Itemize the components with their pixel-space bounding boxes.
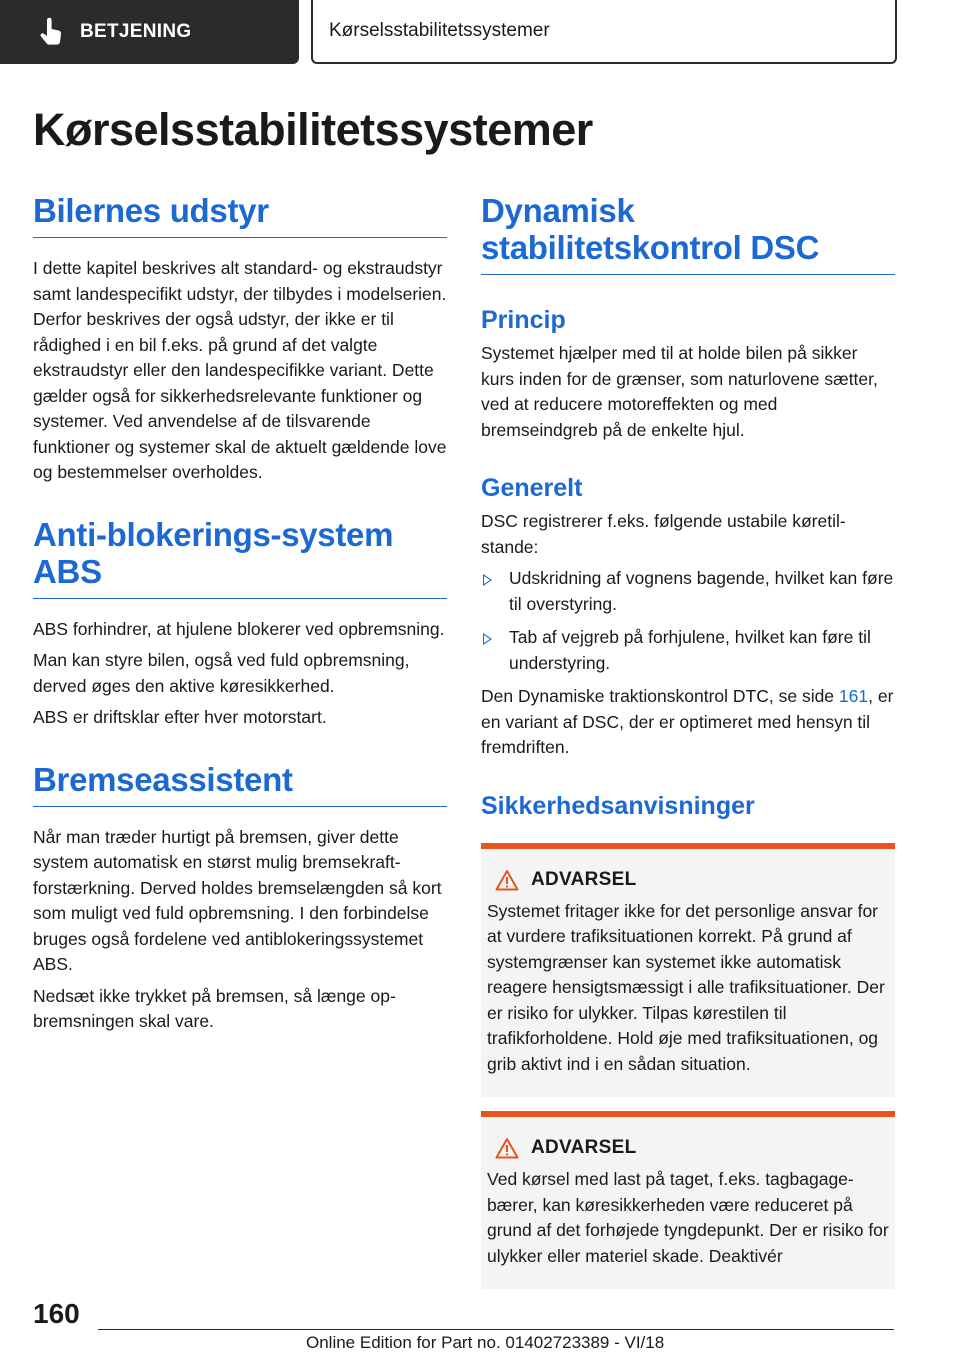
section-tab-label: BETJENING <box>80 21 192 42</box>
warning-box-1 <box>481 843 895 1098</box>
warning-box-2 <box>481 1111 895 1289</box>
chapter-title: Kørselsstabilitetssystemer <box>329 20 550 41</box>
paragraph-bremse-1: Når man træder hurtigt på bremsen, giver dette system automatisk en størst mulig bremsekraftforstærkning. Derved holdes bremselængden så kort som muligt ved fuld opbremsning. I den forbindelse bruges også fordelene ved antiblokeringssystemet ABS. <box>33 826 442 974</box>
heading-bremseassistent: Bremseassistent <box>33 761 447 807</box>
right-column <box>481 192 895 1289</box>
warning-triangle-icon <box>495 869 519 891</box>
heading-sikkerhed: Sikkerhedsanvisninger <box>481 791 755 820</box>
list-item: Tab af vejgreb på forhjulene, hvilket kan føre til understyring. <box>481 625 895 676</box>
left-column <box>33 192 447 1035</box>
heading-bilernes-udstyr: Bilernes udstyr <box>33 192 447 238</box>
footer-divider <box>98 1329 894 1330</box>
triangle-bullet-icon <box>483 574 492 586</box>
chapter-header <box>311 0 897 64</box>
paragraph-princip: Systemet hjælper med til at holde bilen på sikker kurs inden for de grænser, som naturlovene sætter, ved at reducere motoreffekten og med bremseindgreb på de enkelte hjul. <box>481 343 878 440</box>
section-tab[interactable] <box>0 0 299 64</box>
page-number: 160 <box>33 1298 80 1329</box>
paragraph-udstyr: I dette kapitel beskrives alt standard- og ekstraudstyr samt landespecifikt udstyr, der tilbydes i modelserien. Derfor beskrives der også udstyr, der ikke er til rådighed i en bil f.eks. på grund af det valgte ekstraudstyr eller den landespecifikke variant. Dette gælder også for sikkerhedsrelevante funktioner og systemer. Ved anvendelse af de tilsvarende funktioner og systemer skal de aktuelt gældende love og bestemmelser overholdes. <box>33 258 447 482</box>
paragraph-abs-1: ABS forhindrer, at hjulene blokerer ved opbremsning. <box>33 618 445 639</box>
list-item: Udskridning af vognens bagende, hvilket kan føre til overstyring. <box>481 566 895 617</box>
heading-princip: Princip <box>481 306 566 334</box>
warning-title: ADVARSEL <box>531 1137 637 1158</box>
warning-text: Systemet fritager ikke for det personlige ansvar for at vurdere trafiksituationen korrekt. På grund af systemgrænser kan systemet ikke automatisk reagere hensigtsmæssigt i alle trafiksituationer. Der er risiko for ulykker. Tilpas kørestilen til trafikforholdene. Hold øje med trafiksituationen, og grib aktivt ind i en sådan situation. <box>487 900 885 1074</box>
paragraph-abs-2: Man kan styre bilen, også ved fuld opbremsning, derved øges den aktive køresikkerhed. <box>33 650 410 696</box>
footer-edition: Online Edition for Part no. 01402723389 - VI/18 <box>306 1333 665 1352</box>
hand-pointer-icon <box>36 17 66 47</box>
page-link-161[interactable]: 161 <box>838 686 869 706</box>
paragraph-generelt-1: DSC registrerer f.eks. følgende ustabile køretilstande: <box>481 511 846 557</box>
triangle-bullet-icon <box>483 633 492 645</box>
heading-generelt: Generelt <box>481 474 583 502</box>
warning-title: ADVARSEL <box>531 868 637 890</box>
heading-dsc: Dynamisk stabilitetskontrol DSC <box>481 192 895 275</box>
paragraph-generelt-2: Den Dynamiske traktionskontrol DTC, se side 161, er en variant af DSC, der er optimeret med hensyn til fremdriften. <box>481 686 894 757</box>
page-title: Kørselsstabilitetssystemer <box>33 104 593 155</box>
warning-triangle-icon <box>495 1137 519 1159</box>
warning-text: Ved kørsel med last på taget, f.eks. tagbagagebærer, kan køresikkerheden være reduceret på grund af det forhøjede tyngdepunkt. Der er risiko for ulykker eller materiel skade. Deaktivér <box>487 1169 889 1266</box>
heading-abs: Anti-blokerings-system ABS <box>33 516 447 599</box>
paragraph-abs-3: ABS er driftsklar efter hver motorstart. <box>33 707 327 727</box>
paragraph-bremse-2: Nedsæt ikke trykket på bremsen, så længe opbremsningen skal vare. <box>33 985 396 1031</box>
bullet-list <box>481 566 895 676</box>
